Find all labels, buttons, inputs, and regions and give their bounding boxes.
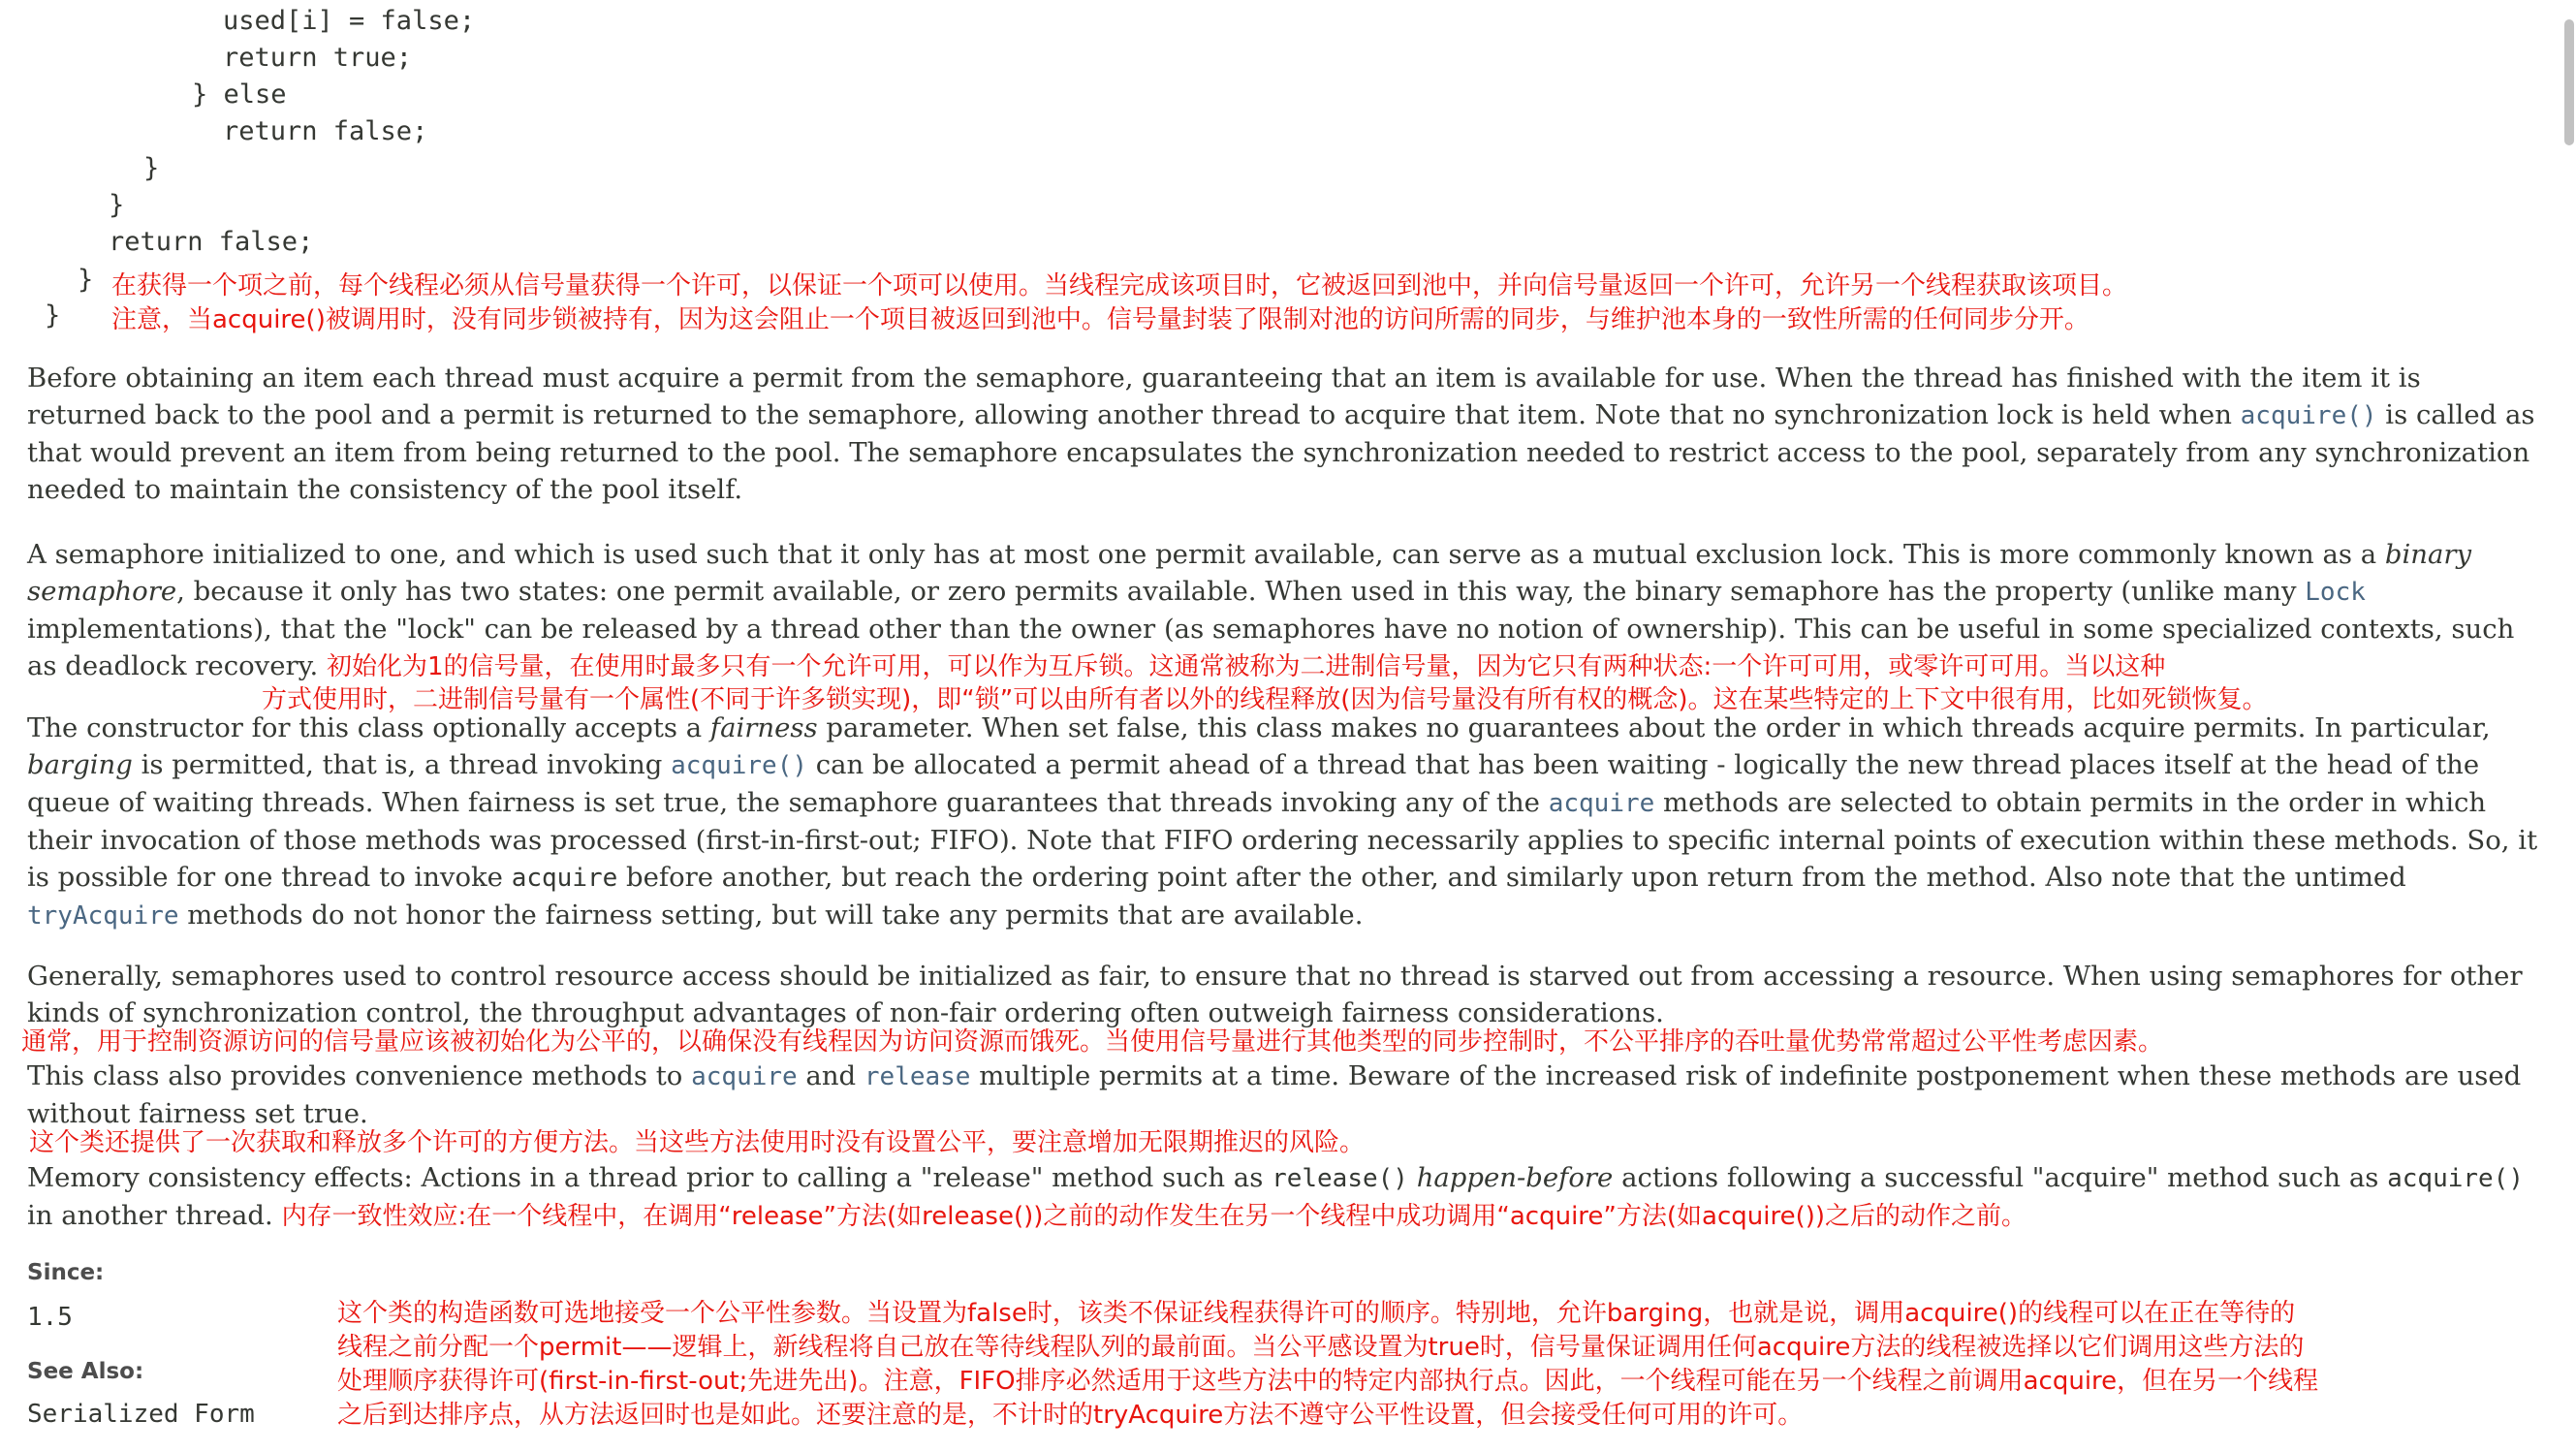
paragraph-convenience <box>27 1057 2547 1132</box>
translation-note: 方式使用时，二进制信号量有一个属性(不同于许多锁实现)，即“锁”可以由所有者以外的线程释放(因为信号量没有所有权的概念)。这在某些特定的上下文中很有用，比如死锁恢复。 <box>262 685 2268 714</box>
since-value: 1.5 <box>27 1303 73 1332</box>
text: Before obtaining an item each thread must acquire a permit from the semaphore, guaranteeing that an item is available for use. When the thread has finished with the item it is returned back to the pool and a permit is returned to the semaphore, allowing another thread to acquire that item. Note that no synchronization lock is held when <box>27 363 2421 430</box>
see-also-label: See Also: <box>27 1359 144 1384</box>
translation-note: 内存一致性效应:在一个线程中，在调用“release”方法(如release())之前的动作发生在另一个线程中成功调用“acquire”方法(如acquire())之后的动作之前。 <box>281 1202 2027 1231</box>
text: parameter. When set false, this class makes no guarantees about the order in which threads acquire permits. In particular, <box>817 712 2491 743</box>
translation-note: 这个类的构造函数可选地接受一个公平性参数。当设置为false时，该类不保证线程获得许可的顺序。特别地，允许barging，也就是说，调用acquire()的线程可以在正在等待的 <box>337 1299 2296 1328</box>
text: and <box>797 1060 864 1091</box>
text: methods do not honor the fairness setting, but will take any permits that are available. <box>178 900 1364 931</box>
text: implementations), that the "lock" can be released by a thread other than the owner (as semaphores have no notion of ownership). This can be useful in some specialized contexts, such as deadlock recovery. <box>27 614 2515 681</box>
code-line: return false; <box>109 227 314 257</box>
paragraph-fairness <box>27 710 2547 934</box>
since-label: Since: <box>27 1260 105 1285</box>
code-line: } <box>143 153 160 183</box>
code-line: return false; <box>223 116 428 146</box>
tryacquire-link[interactable]: tryAcquire <box>27 901 179 931</box>
code-line: } <box>45 300 61 331</box>
scrollbar-thumb[interactable] <box>2564 19 2574 145</box>
text: before another, but reach the ordering point after the other, and similarly upon return from the method. Also note that the untimed <box>617 862 2406 893</box>
translation-note: 在获得一个项之前，每个线程必须从信号量获得一个许可，以保证一个项可以使用。当线程完成该项目时，它被返回到池中，并向信号量返回一个许可，允许另一个线程获取该项目。 <box>111 271 2128 300</box>
acquire-link[interactable]: acquire() <box>2240 401 2377 430</box>
paragraph-memory <box>27 1159 2547 1235</box>
paragraph-binary-semaphore <box>27 536 2547 685</box>
paragraph-pool <box>27 360 2547 508</box>
translation-note: 这个类还提供了一次获取和释放多个许可的方便方法。当这些方法使用时没有设置公平，要注意增加无限期推迟的风险。 <box>29 1128 1366 1157</box>
text: in another thread. <box>27 1200 273 1231</box>
text: The constructor for this class optionally accepts a <box>27 712 710 743</box>
text: This class also provides convenience methods to <box>27 1060 692 1091</box>
code-block <box>0 0 476 368</box>
text: , because it only has two states: one permit available, or zero permits available. When used in this way, the binary semaphore has the property (unlike many <box>176 576 2306 607</box>
text: multiple permits at a time. Beware of the increased risk of indefinite postponement when these methods are used without fairness set true. <box>27 1060 2522 1129</box>
code-line: used[i] = false; <box>223 6 476 36</box>
serialized-form-link[interactable]: Serialized Form <box>27 1400 255 1429</box>
emphasis: binary semaphore <box>27 539 2472 607</box>
code-line: return true; <box>223 43 413 73</box>
translation-note: 处理顺序获得许可(first-in-first-out;先进先出)。注意，FIFO排序必然适用于这些方法中的特定内部执行点。因此，一个线程可能在另一个线程之前调用acquire，但在另一个线程 <box>337 1367 2319 1396</box>
text: A semaphore initialized to one, and which is used such that it only has at most one permit available, can serve as a mutual exclusion lock. This is more commonly known as a <box>27 539 2385 570</box>
release-link[interactable]: release <box>864 1062 971 1091</box>
translation-note: 线程之前分配一个permit——逻辑上，新线程将自己放在等待线程队列的最前面。当公平感设置为true时，信号量保证调用任何acquire方法的线程被选择以它们调用这些方法的 <box>337 1333 2305 1362</box>
code-acquire: acquire() <box>2387 1164 2524 1193</box>
translation-note: 初始化为1的信号量，在使用时最多只有一个允许可用，可以作为互斥锁。这通常被称为二进制信号量，因为它只有两种状态:一个许可可用，或零许可可用。当以这种 <box>327 652 2166 681</box>
paragraph-general <box>27 958 2547 1031</box>
code-line: } <box>109 190 125 220</box>
acquire-methods-link[interactable]: acquire <box>1548 789 1655 818</box>
text: methods are selected to obtain permits in the order in which their invocation of those methods was processed (first-in-first-out; FIFO). Note that FIFO ordering necessarily applies to specific internal points of execution within these methods. So, it is possible for one thread to invoke <box>27 787 2538 893</box>
text: can be allocated a permit ahead of a thread that has been waiting - logically the new thread places itself at the head of the queue of waiting threads. When fairness is set true, the semaphore guarantees that threads invoking any of the <box>27 749 2480 818</box>
code-line: } <box>78 265 94 295</box>
code-acquire: acquire <box>511 864 618 893</box>
emphasis: fairness <box>709 712 818 743</box>
emphasis: happen-before <box>1416 1162 1614 1193</box>
acquire-link[interactable]: acquire <box>691 1062 798 1091</box>
text: Memory consistency effects: Actions in a thread prior to calling a "release" method such as <box>27 1162 1272 1193</box>
text: is permitted, that is, a thread invoking <box>132 749 672 780</box>
code-release: release() <box>1272 1164 1408 1193</box>
translation-note: 注意，当acquire()被调用时，没有同步锁被持有，因为这会阻止一个项目被返回到池中。信号量封装了限制对池的访问所需的同步，与维护池本身的一致性所需的任何同步分开。 <box>111 305 2089 334</box>
acquire-link[interactable]: acquire() <box>671 751 808 780</box>
code-line: } else <box>192 79 287 110</box>
scrollbar[interactable] <box>2562 0 2576 1452</box>
text: is called as that would prevent an item from being returned to the pool. The semaphore encapsulates the synchronization needed to restrict access to the pool, separately from any synchronization needed to maintain the consistency of the pool itself. <box>27 399 2535 505</box>
text: actions following a successful "acquire" method such as <box>1613 1162 2388 1193</box>
text: Generally, semaphores used to control resource access should be initialized as fair, to ensure that no thread is starved out from accessing a resource. When using semaphores for other kinds of synchronization control, the throughput advantages of non-fair ordering often outweigh fairness considerations. <box>27 961 2523 1028</box>
emphasis: barging <box>27 749 133 780</box>
lock-link[interactable]: Lock <box>2305 578 2366 607</box>
translation-note: 之后到达排序点，从方法返回时也是如此。还要注意的是，不计时的tryAcquire方法不遵守公平性设置，但会接受任何可用的许可。 <box>337 1401 1804 1430</box>
translation-note: 通常，用于控制资源访问的信号量应该被初始化为公平的，以确保没有线程因为访问资源而饿死。当使用信号量进行其他类型的同步控制时，不公平排序的吞吐量优势常常超过公平性考虑因素。 <box>21 1027 2164 1057</box>
